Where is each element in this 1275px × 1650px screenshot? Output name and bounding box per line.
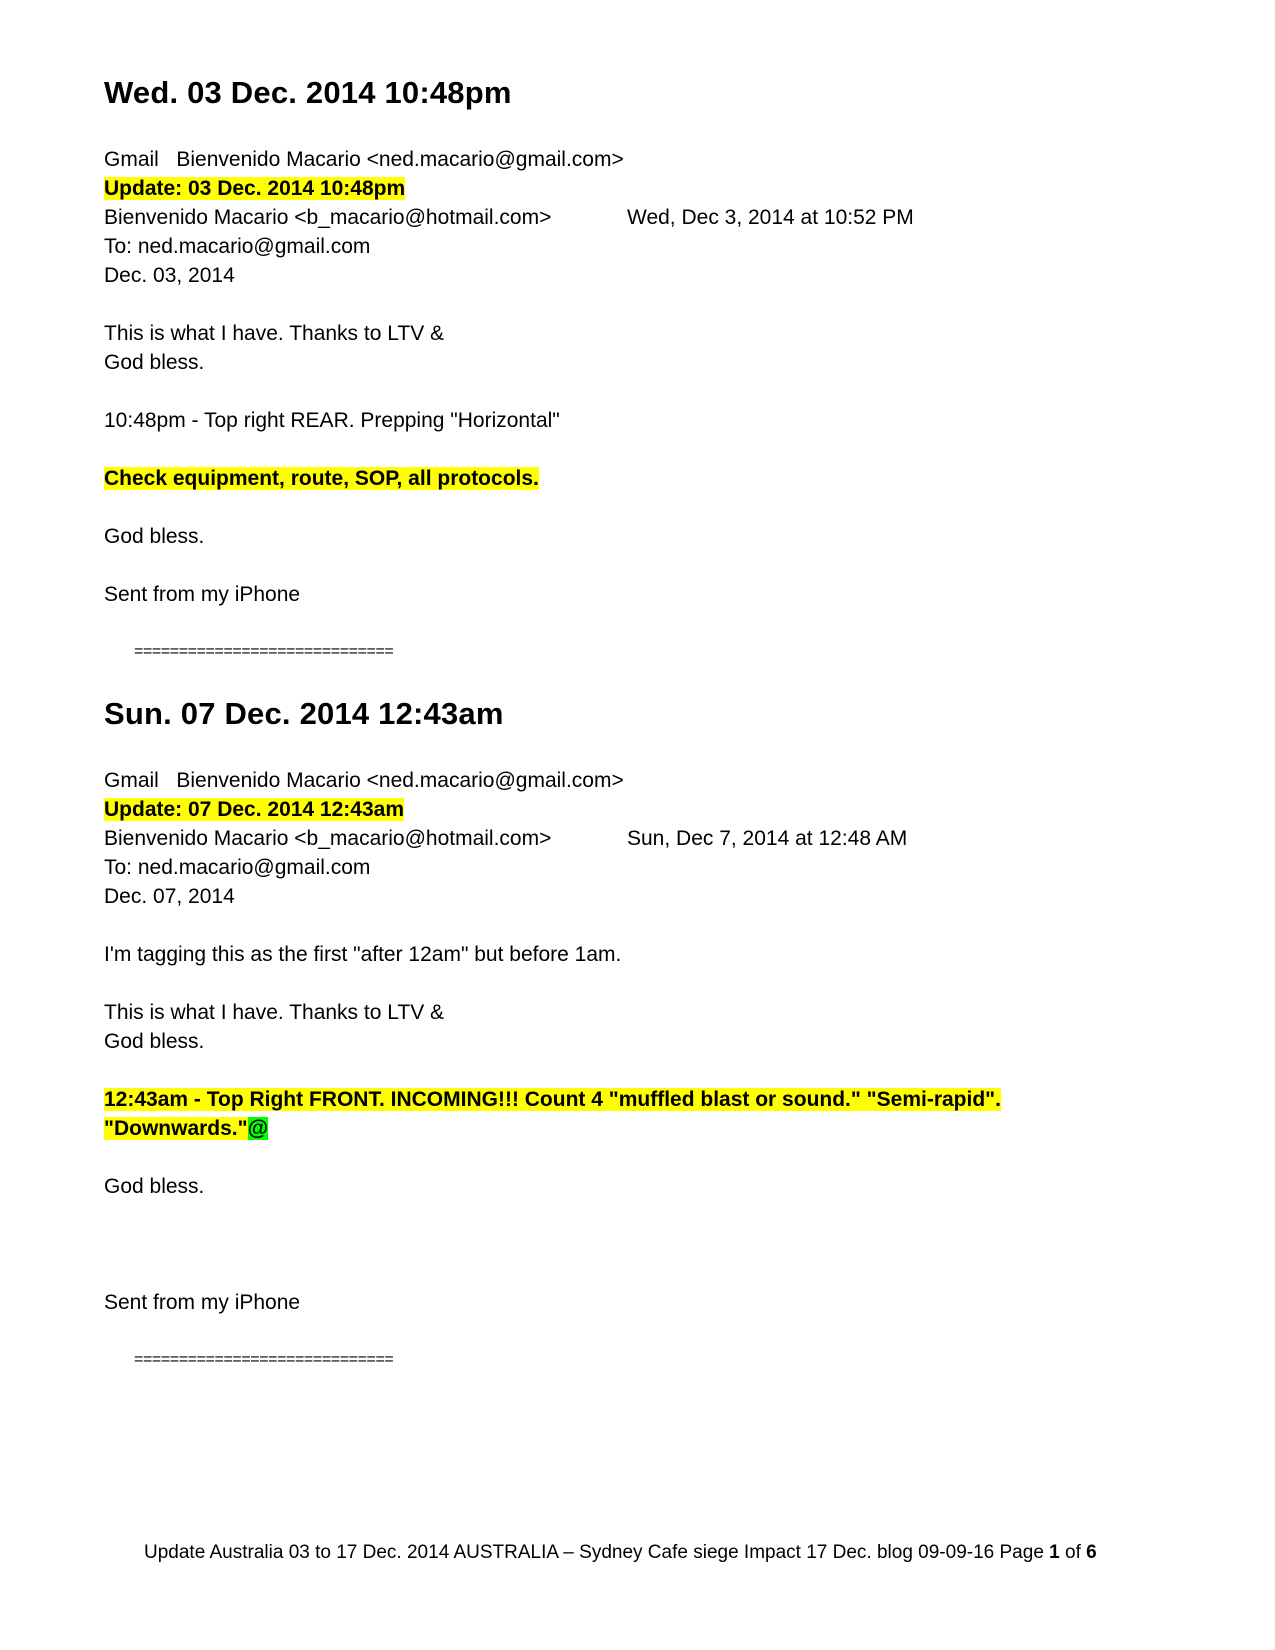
footer-page-current: 1 <box>1049 1542 1060 1563</box>
entry1-highlight: Check equipment, route, SOP, all protocols. <box>104 467 539 490</box>
entry1-update-line <box>104 174 405 203</box>
entry1-date: Dec. 03, 2014 <box>104 264 235 287</box>
entry2-signature: Sent from my iPhone <box>104 1291 301 1314</box>
entry1-highlight-line <box>104 464 539 493</box>
footer-page-total: 6 <box>1086 1542 1097 1563</box>
entry1-signature: Sent from my iPhone <box>104 583 301 606</box>
entry1-body-line2: God bless. <box>104 351 205 374</box>
entry2-gmail-account: Bienvenido Macario <ned.macario@gmail.com> <box>176 769 624 792</box>
entry2-highlight-text2: "Downwards." <box>104 1117 248 1140</box>
entry1-from: Bienvenido Macario <b_macario@hotmail.com> <box>104 206 552 229</box>
entry1-heading: Wed. 03 Dec. 2014 10:48pm <box>104 75 512 110</box>
entry2-heading: Sun. 07 Dec. 2014 12:43am <box>104 696 504 731</box>
entry2-gmail-line <box>104 766 624 795</box>
entry2-body-line1: This is what I have. Thanks to LTV & <box>104 1001 445 1024</box>
entry2-body-line2: God bless. <box>104 1030 205 1053</box>
entry2-highlight-line2 <box>104 1114 268 1143</box>
entry2-divider: ============================= <box>134 1351 394 1368</box>
entry2-date: Dec. 07, 2014 <box>104 885 235 908</box>
entry2-highlight-text1: 12:43am - Top Right FRONT. INCOMING!!! Count 4 "muffled blast or sound." "Semi-rapid". <box>104 1088 1001 1111</box>
entry2-update-title: Update: 07 Dec. 2014 12:43am <box>104 798 404 821</box>
entry1-update-title: Update: 03 Dec. 2014 10:48pm <box>104 177 406 200</box>
entry2-from: Bienvenido Macario <b_macario@hotmail.com> <box>104 827 552 850</box>
footer-text: Update Australia 03 to 17 Dec. 2014 AUSTRALIA – Sydney Cafe siege Impact 17 Dec. blog 09-09-16 Page <box>144 1542 1050 1563</box>
entry2-highlight-marker: @ <box>247 1117 269 1140</box>
entry2-sent-date: Sun, Dec 7, 2014 at 12:48 AM <box>627 827 908 850</box>
entry1-sent-date: Wed, Dec 3, 2014 at 10:52 PM <box>627 206 914 229</box>
entry1-gmail-label: Gmail <box>104 148 159 171</box>
entry1-gmail-account: Bienvenido Macario <ned.macario@gmail.com> <box>176 148 624 171</box>
entry1-divider: ============================= <box>134 643 394 660</box>
footer-of-label: of <box>1059 1542 1087 1563</box>
entry2-highlight-line1 <box>104 1085 1001 1114</box>
page-footer <box>144 1542 1097 1564</box>
entry2-closing: God bless. <box>104 1175 205 1198</box>
entry1-to: To: ned.macario@gmail.com <box>104 235 371 258</box>
entry1-closing: God bless. <box>104 525 205 548</box>
entry2-update-line <box>104 795 404 824</box>
entry1-report: 10:48pm - Top right REAR. Prepping "Horizontal" <box>104 409 560 432</box>
entry1-body-line1: This is what I have. Thanks to LTV & <box>104 322 445 345</box>
entry2-to: To: ned.macario@gmail.com <box>104 856 371 879</box>
entry2-gmail-label: Gmail <box>104 769 159 792</box>
entry2-tagging-note: I'm tagging this as the first "after 12am" but before 1am. <box>104 943 622 966</box>
entry1-gmail-line <box>104 145 624 174</box>
